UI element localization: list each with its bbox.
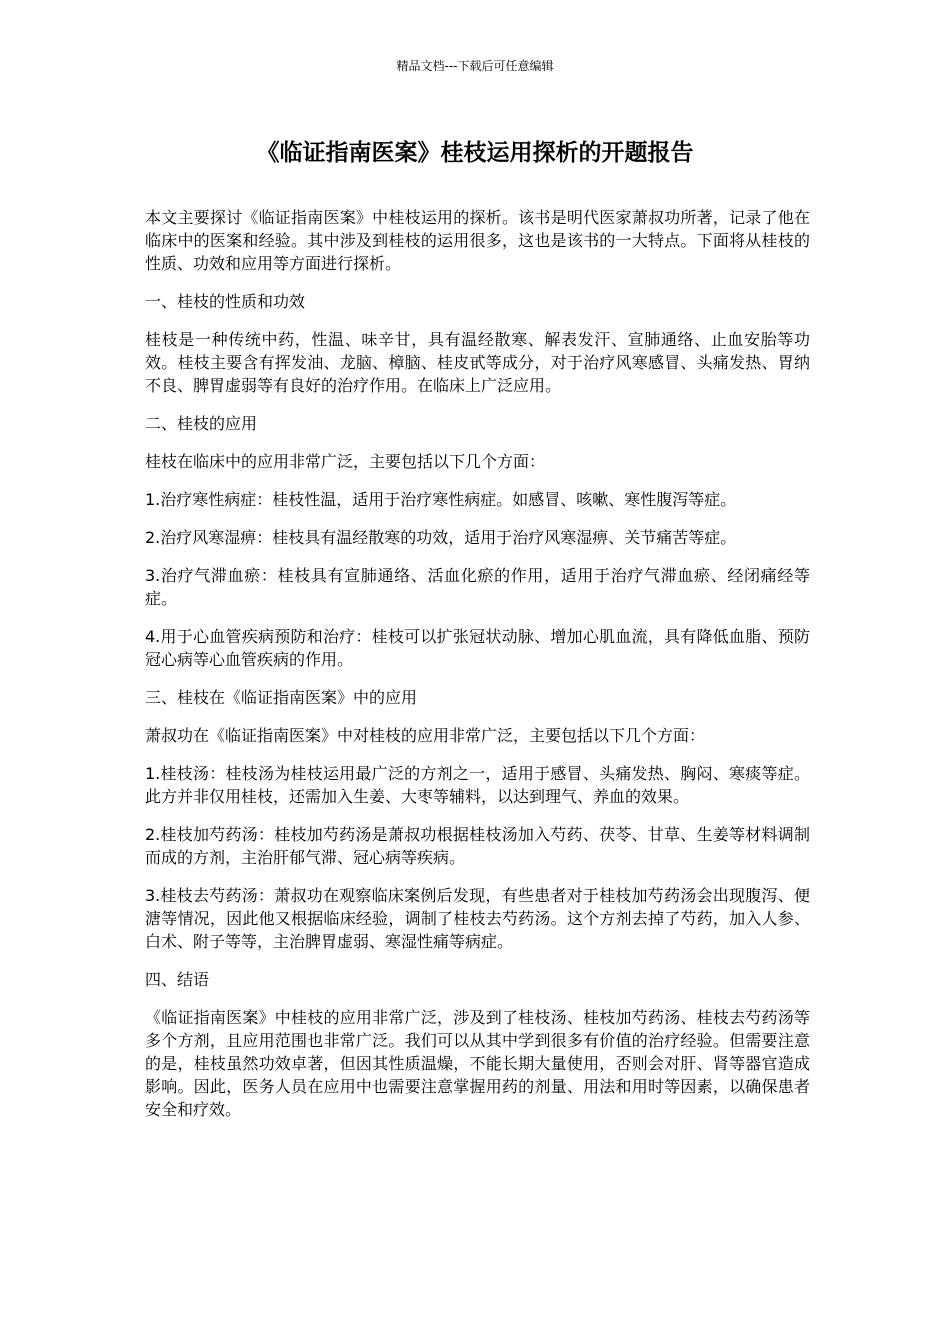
list-item: 3.治疗气滞血瘀：桂枝具有宣肺通络、活血化瘀的作用，适用于治疗气滞血瘀、经闭痛经等症。 [145,566,810,608]
header-note: 精品文档---下载后可任意编辑 [396,59,554,73]
list-item: 2.桂枝加芍药汤：桂枝加芍药汤是萧叔功根据桂枝汤加入芍药、茯苓、甘草、生姜等材料调制而成的方剂，主治肝郁气滞、冠心病等疾病。 [145,825,810,867]
list-item: 3.桂枝去芍药汤：萧叔功在观察临床案例后发现，有些患者对于桂枝加芍药汤会出现腹泻、便溏等情况，因此他又根据临床经验，调制了桂枝去芍药汤。这个方剂去掉了芍药，加入人参、白术、附子等等，主治脾胃虚弱、寒湿性痛等病症。 [145,886,810,951]
intro-paragraph: 本文主要探讨《临证指南医案》中桂枝运用的探析。该书是明代医家萧叔功所著，记录了他在临床中的医案和经验。其中涉及到桂枝的运用很多，这也是该书的一大特点。下面将从桂枝的性质、功效和应用等方面进行探析。 [145,208,810,273]
list-item: 2.治疗风寒湿痹：桂枝具有温经散寒的功效，适用于治疗风寒湿痹、关节痛苦等症。 [145,528,737,547]
section-heading-book-usage: 三、桂枝在《临证指南医案》中的应用 [145,688,418,707]
section-heading-applications: 二、桂枝的应用 [145,414,258,433]
properties-paragraph: 桂枝是一种传统中药，性温、味辛甘，具有温经散寒、解表发汗、宣肺通络、止血安胎等功效。桂枝主要含有挥发油、龙脑、樟脑、桂皮甙等成分，对于治疗风寒感冒、头痛发热、胃纳不良、脾胃虚弱等有良好的治疗作用。在临床上广泛应用。 [145,330,810,395]
section-heading-properties: 一、桂枝的性质和功效 [145,292,306,311]
list-item: 1.治疗寒性病症：桂枝性温，适用于治疗寒性病症。如感冒、咳嗽、寒性腹泻等症。 [145,490,737,509]
applications-intro: 桂枝在临床中的应用非常广泛，主要包括以下几个方面： [145,452,546,471]
section-heading-conclusion: 四、结语 [145,970,210,989]
list-item: 1.桂枝汤：桂枝汤为桂枝运用最广泛的方剂之一，适用于感冒、头痛发热、胸闷、寒痰等症。此方并非仅用桂枝，还需加入生姜、大枣等辅料，以达到理气、养血的效果。 [145,764,810,806]
document-body [145,206,810,1136]
list-item: 4.用于心血管疾病预防和治疗：桂枝可以扩张冠状动脉、增加心肌血流，具有降低血脂、预防冠心病等心血管疾病的作用。 [145,627,810,669]
book-usage-intro: 萧叔功在《临证指南医案》中对桂枝的应用非常广泛，主要包括以下几个方面： [145,726,706,745]
document-title: 《临证指南医案》桂枝运用探析的开题报告 [256,140,694,166]
conclusion-paragraph: 《临证指南医案》中桂枝的应用非常广泛，涉及到了桂枝汤、桂枝加芍药汤、桂枝去芍药汤等多个方剂，且应用范围也非常广泛。我们可以从其中学到很多有价值的治疗经验。但需要注意的是，桂枝虽然功效卓著，但因其性质温燥，不能长期大量使用，否则会对肝、肾等器官造成影响。因此，医务人员在应用中也需要注意掌握用药的剂量、用法和用时等因素，以确保患者安全和疗效。 [145,1008,810,1119]
